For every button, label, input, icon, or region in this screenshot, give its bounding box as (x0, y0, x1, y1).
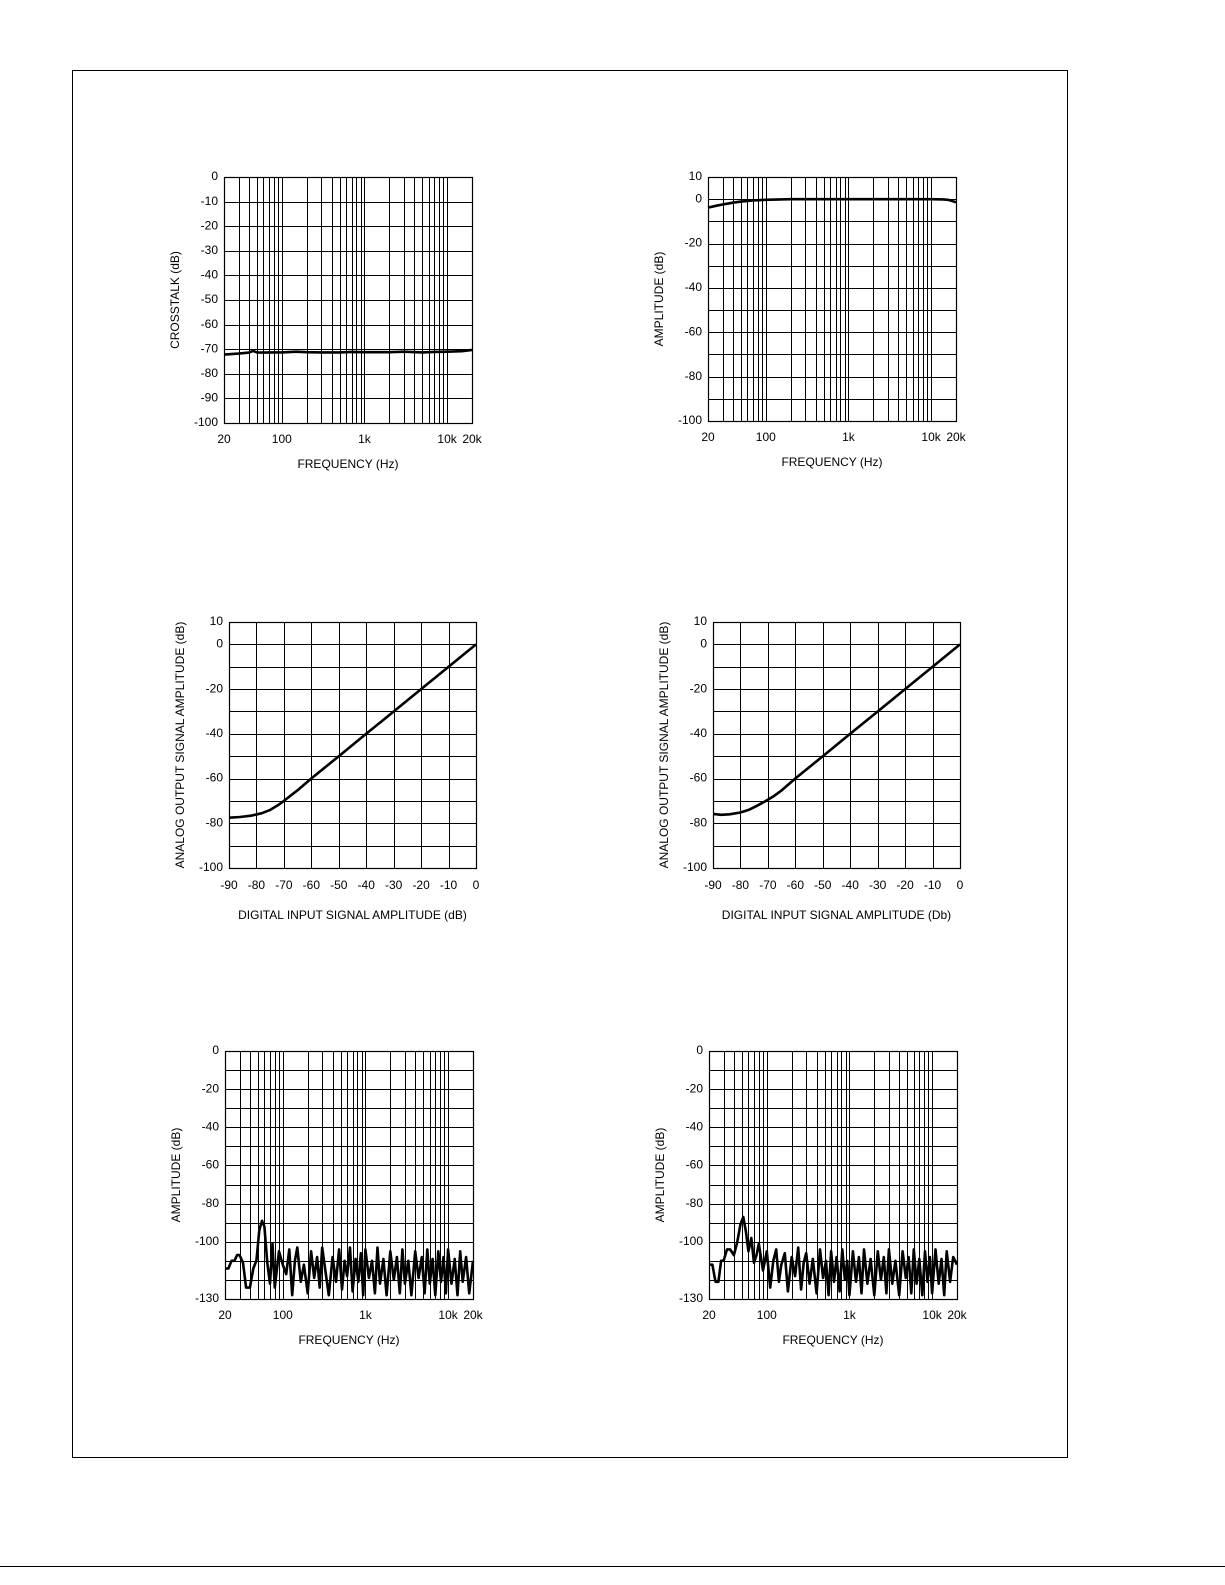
y-tick-label: -50 (200, 292, 218, 307)
x-tick-label: -80 (731, 878, 750, 893)
x-tick-label: -60 (302, 878, 321, 893)
x-tick-label: 20k (462, 432, 482, 447)
x-tick-label: 100 (271, 432, 292, 447)
y-axis-label: CROSSTALK (dB) (168, 251, 183, 349)
y-tick-label: -130 (194, 1291, 219, 1306)
y-tick-label: -130 (678, 1291, 703, 1306)
x-tick-label: -10 (923, 878, 942, 893)
x-axis-label: FREQUENCY (Hz) (297, 457, 399, 472)
x-tick-label: 10k (437, 432, 457, 447)
y-tick-label: 10 (209, 614, 223, 629)
x-axis-label: FREQUENCY (Hz) (298, 1333, 400, 1348)
chart-5 (169, 1043, 483, 1347)
y-tick-label: -80 (205, 815, 223, 830)
y-tick-label: -40 (689, 725, 707, 740)
y-tick-label: -30 (200, 242, 218, 257)
y-tick-label: -80 (201, 1195, 219, 1210)
x-tick-label: -90 (220, 878, 238, 893)
plot-frame (709, 178, 957, 422)
y-tick-label: -10 (200, 193, 218, 208)
x-tick-label: -20 (896, 878, 914, 893)
x-tick-label: 1k (843, 1308, 856, 1323)
chart-4 (657, 614, 963, 922)
x-tick-label: 10k (921, 430, 941, 445)
x-tick-label: 100 (755, 430, 776, 445)
x-axis-label: FREQUENCY (Hz) (782, 1333, 884, 1348)
x-tick-label: -70 (759, 878, 777, 893)
y-tick-label: -80 (685, 1195, 703, 1210)
y-tick-label: -60 (205, 770, 223, 785)
x-tick-label: 100 (272, 1308, 293, 1323)
chart-1 (168, 169, 482, 471)
x-tick-label: -70 (275, 878, 293, 893)
y-tick-label: -40 (201, 1119, 219, 1134)
series-line (713, 644, 960, 814)
y-tick-label: -80 (200, 365, 218, 380)
y-tick-label: -60 (689, 770, 707, 785)
x-tick-label: 1k (842, 430, 855, 445)
y-tick-label: -20 (684, 235, 702, 250)
x-tick-label: -90 (704, 878, 722, 893)
y-axis-label: AMPLITUDE (dB) (652, 251, 667, 347)
x-tick-label: -80 (247, 878, 266, 893)
x-tick-label: -40 (841, 878, 859, 893)
y-axis-label: AMPLITUDE (dB) (653, 1127, 668, 1223)
y-tick-label: 0 (211, 169, 218, 184)
grid (224, 177, 472, 423)
x-tick-label: -20 (412, 878, 430, 893)
x-tick-label: 20 (702, 1308, 716, 1323)
y-tick-label: -60 (685, 1157, 703, 1172)
y-axis-label: AMPLITUDE (dB) (169, 1127, 184, 1223)
x-axis-label: FREQUENCY (Hz) (781, 455, 883, 470)
y-tick-label: -70 (200, 341, 218, 356)
x-tick-label: -30 (868, 878, 887, 893)
x-tick-label: 20k (946, 430, 966, 445)
x-tick-label: 20k (947, 1308, 967, 1323)
x-tick-label: -40 (357, 878, 375, 893)
y-tick-label: -20 (685, 1081, 703, 1096)
y-tick-label: -80 (684, 368, 702, 383)
y-tick-label: -100 (682, 860, 707, 875)
x-tick-label: 1k (359, 1308, 372, 1323)
chart-2 (652, 169, 966, 469)
chart-6 (653, 1043, 967, 1347)
x-axis-label: DIGITAL INPUT SIGNAL AMPLITUDE (dB) (238, 908, 467, 923)
x-tick-label: 0 (956, 878, 964, 893)
x-tick-label: -30 (384, 878, 403, 893)
x-tick-label: 20k (463, 1308, 483, 1323)
x-tick-label: -10 (439, 878, 458, 893)
y-tick-label: -40 (205, 725, 223, 740)
y-tick-label: -100 (193, 415, 218, 430)
y-tick-label: -100 (194, 1233, 219, 1248)
x-tick-label: 20 (218, 1308, 232, 1323)
y-axis-label: ANALOG OUTPUT SIGNAL AMPLITUDE (dB) (657, 621, 672, 869)
x-tick-label: -50 (330, 878, 348, 893)
y-tick-label: -40 (685, 1119, 703, 1134)
series-line (229, 644, 476, 817)
y-tick-label: -100 (677, 413, 702, 428)
y-tick-label: -60 (201, 1157, 219, 1172)
x-tick-label: 20 (701, 430, 715, 445)
x-tick-label: -60 (786, 878, 805, 893)
y-tick-label: 0 (212, 1043, 219, 1058)
x-tick-label: 10k (922, 1308, 942, 1323)
y-axis-label: ANALOG OUTPUT SIGNAL AMPLITUDE (dB) (173, 621, 188, 869)
grid (708, 177, 956, 421)
y-tick-label: 0 (216, 636, 223, 651)
y-tick-label: 10 (688, 169, 702, 184)
y-tick-label: -90 (200, 390, 218, 405)
y-tick-label: 0 (695, 191, 702, 206)
x-tick-label: 100 (756, 1308, 777, 1323)
y-tick-label: -20 (689, 681, 707, 696)
x-tick-label: 0 (472, 878, 480, 893)
y-tick-label: 0 (696, 1043, 703, 1058)
y-tick-label: -100 (198, 860, 223, 875)
y-tick-label: 10 (693, 614, 707, 629)
x-tick-label: 20 (217, 432, 231, 447)
y-tick-label: -100 (678, 1233, 703, 1248)
x-tick-label: -50 (814, 878, 832, 893)
x-tick-label: 1k (358, 432, 371, 447)
y-tick-label: -40 (684, 280, 702, 295)
x-axis-label: DIGITAL INPUT SIGNAL AMPLITUDE (Db) (721, 908, 952, 923)
y-tick-label: -40 (200, 267, 218, 282)
x-tick-label: 10k (438, 1308, 458, 1323)
y-tick-label: -60 (684, 324, 702, 339)
y-tick-label: -60 (200, 316, 218, 331)
y-tick-label: -20 (205, 681, 223, 696)
y-tick-label: -20 (200, 218, 218, 233)
y-tick-label: -80 (689, 815, 707, 830)
y-tick-label: -20 (201, 1081, 219, 1096)
y-tick-label: 0 (700, 636, 707, 651)
chart-3 (173, 614, 479, 922)
